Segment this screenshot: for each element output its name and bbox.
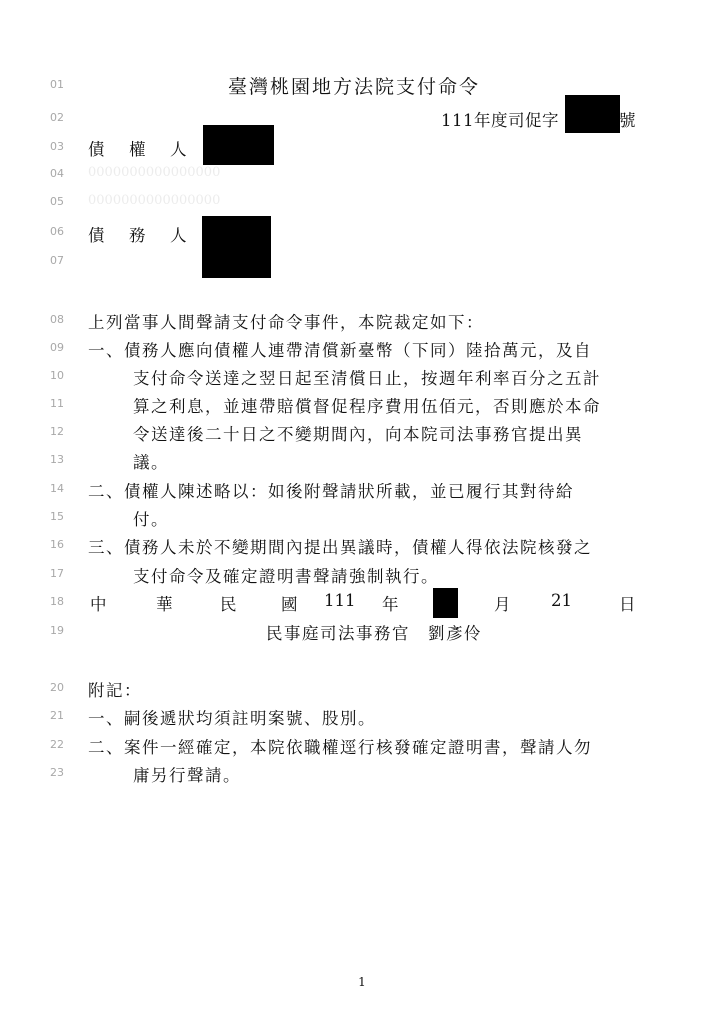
line-number: 16 xyxy=(50,538,64,551)
date-char: 民 xyxy=(220,595,237,614)
date-day: 21 xyxy=(551,591,572,610)
redaction-block xyxy=(202,216,271,278)
order-item-2: 二、債權人陳述略以：如後附聲請狀所載，並已履行其對待給 xyxy=(88,482,574,501)
line-number: 17 xyxy=(50,567,64,580)
line-number: 11 xyxy=(50,397,64,410)
date-month-unit: 月 xyxy=(494,595,511,614)
note-2-cont: 庸另行聲請。 xyxy=(133,766,241,785)
order-item-1-cont: 令送達後二十日之不變期間內，向本院司法事務官提出異 xyxy=(133,425,583,444)
line-number: 21 xyxy=(50,709,64,722)
date-day-unit: 日 xyxy=(619,595,636,614)
order-item-1: 一、債務人應向債權人連帶清償新臺幣（下同）陸拾萬元，及自 xyxy=(88,341,592,360)
order-item-1-cont: 支付命令送達之翌日起至清償日止，按週年利率百分之五計 xyxy=(133,369,601,388)
order-item-1-cont: 算之利息，並連帶賠償督促程序費用伍佰元，否則應於本命 xyxy=(133,397,601,416)
line-number: 23 xyxy=(50,766,64,779)
signature: 民事庭司法事務官 劉彥伶 xyxy=(266,624,482,643)
line-number: 15 xyxy=(50,510,64,523)
date-char: 華 xyxy=(156,595,173,614)
case-number-prefix: 111年度司促字 xyxy=(441,111,559,130)
line-number: 12 xyxy=(50,425,64,438)
redaction-block xyxy=(203,125,274,165)
line-number: 04 xyxy=(50,167,64,180)
line-number: 05 xyxy=(50,195,64,208)
line-number: 06 xyxy=(50,225,64,238)
line-number: 10 xyxy=(50,369,64,382)
line-number: 18 xyxy=(50,595,64,608)
order-intro: 上列當事人間聲請支付命令事件，本院裁定如下： xyxy=(88,313,484,332)
note-1: 一、嗣後遞狀均須註明案號、股別。 xyxy=(88,709,376,728)
notes-heading: 附記： xyxy=(88,681,142,700)
creditor-detail: 0000000000000000 xyxy=(88,193,221,208)
line-number: 09 xyxy=(50,341,64,354)
debtor-label: 債 務 人 xyxy=(88,226,191,245)
page-number: 1 xyxy=(358,975,366,989)
order-item-2-cont: 付。 xyxy=(133,510,169,529)
line-number: 22 xyxy=(50,738,64,751)
line-number: 02 xyxy=(50,111,64,124)
line-number: 08 xyxy=(50,313,64,326)
date-line xyxy=(88,591,636,615)
line-number: 07 xyxy=(50,254,64,267)
order-item-1-cont: 議。 xyxy=(133,453,169,472)
redaction-block xyxy=(433,588,458,618)
line-number: 20 xyxy=(50,681,64,694)
case-number-suffix: 號 xyxy=(619,111,637,130)
date-year-unit: 年 xyxy=(382,595,399,614)
line-number: 19 xyxy=(50,624,64,637)
line-number: 13 xyxy=(50,453,64,466)
date-char: 中 xyxy=(90,595,107,614)
document-title: 臺灣桃園地方法院支付命令 xyxy=(228,76,481,98)
date-char: 國 xyxy=(281,595,298,614)
order-item-3: 三、債務人未於不變期間內提出異議時，債權人得依法院核發之 xyxy=(88,538,592,557)
line-number: 14 xyxy=(50,482,64,495)
redaction-block xyxy=(565,95,620,133)
creditor-label: 債 權 人 xyxy=(88,140,191,159)
date-year: 111 xyxy=(324,591,356,610)
line-number: 01 xyxy=(50,78,64,91)
creditor-detail: 0000000000000000 xyxy=(88,165,221,180)
line-number: 03 xyxy=(50,140,64,153)
order-item-3-cont: 支付命令及確定證明書聲請強制執行。 xyxy=(133,567,439,586)
note-2: 二、案件一經確定，本院依職權逕行核發確定證明書，聲請人勿 xyxy=(88,738,592,757)
